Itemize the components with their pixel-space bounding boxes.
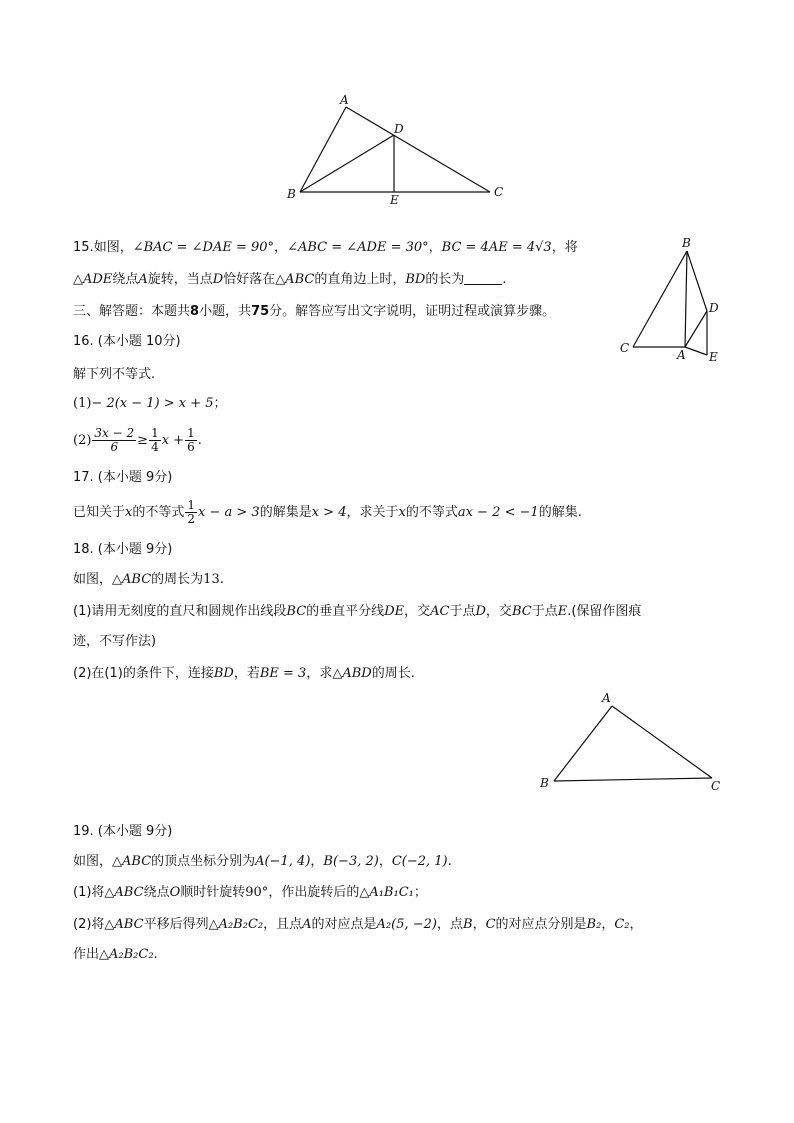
q19-text: 的对应点分别是 bbox=[495, 917, 587, 932]
figure-triangle-top bbox=[280, 90, 520, 210]
label-c: C bbox=[620, 341, 630, 355]
q18-math: E bbox=[557, 604, 568, 619]
q19-text: . bbox=[153, 947, 158, 962]
section-text: 分。解答应写出文字说明，证明过程或演算步骤。 bbox=[269, 304, 556, 319]
label-b: B bbox=[287, 187, 296, 201]
q15-text: ， bbox=[274, 240, 288, 255]
q18-math: D bbox=[475, 604, 486, 619]
section-title: 三、解答题：本题共 bbox=[73, 304, 191, 319]
fraction-denominator: 4 bbox=[151, 440, 159, 454]
label-c: C bbox=[711, 779, 721, 793]
q18-math: BD bbox=[213, 666, 234, 681]
label-c: C bbox=[494, 185, 504, 199]
segment-ab bbox=[554, 706, 612, 781]
q18-text: ，交 bbox=[485, 604, 512, 619]
q19-text: 平移后得列 bbox=[143, 917, 209, 932]
q18-text: (2)在(1)的条件下，连接 bbox=[73, 666, 214, 681]
q19-part2 bbox=[73, 915, 643, 935]
q19-math: B bbox=[463, 917, 473, 932]
fraction bbox=[185, 427, 197, 454]
q19-header: 19. (本小题 9分) bbox=[73, 824, 173, 839]
q19-text: 的顶点坐标分别为 bbox=[151, 854, 256, 869]
section-score: 75 bbox=[251, 304, 270, 319]
segment-ac bbox=[612, 706, 712, 778]
label-a: A bbox=[340, 93, 349, 107]
q18-math: BE = 3 bbox=[259, 666, 307, 681]
q15-number: 15. bbox=[73, 240, 94, 255]
q19-math: A₂(5, −2) bbox=[376, 917, 437, 932]
q17-math: ax − 2 < −1 bbox=[457, 505, 539, 520]
q18-math: △ABD bbox=[332, 666, 372, 681]
fraction-numerator: 1 bbox=[151, 426, 159, 440]
q17-text: 的不等式 bbox=[405, 505, 458, 520]
fraction-numerator: 3x − 2 bbox=[94, 426, 135, 440]
q15-math-angles2: ∠ABC = ∠ADE = 30° bbox=[287, 240, 429, 255]
q15-point-d: D bbox=[212, 272, 224, 287]
label-b: B bbox=[540, 776, 549, 790]
q16-ge-sign: ≥ bbox=[137, 433, 149, 448]
q19-math: C₂ bbox=[614, 917, 630, 932]
q16-part2-label: (2) bbox=[73, 433, 92, 448]
q15-math-angles1: ∠BAC = ∠DAE = 90° bbox=[132, 240, 275, 255]
q17-body bbox=[73, 496, 582, 530]
q19-text: (1)将 bbox=[73, 885, 105, 900]
q18-text: ，交 bbox=[404, 604, 431, 619]
q18-math: DE bbox=[384, 604, 405, 619]
q16-part1 bbox=[73, 394, 227, 414]
q19-math: △A₂B₂C₂ bbox=[99, 947, 154, 962]
q18-math: BC bbox=[286, 604, 307, 619]
q18-text: (1)请用无刻度的直尺和圆规作出线段 bbox=[73, 604, 287, 619]
fraction-denominator: 6 bbox=[110, 440, 119, 454]
q18-math: BC bbox=[511, 604, 532, 619]
label-b: B bbox=[682, 236, 691, 250]
label-d: D bbox=[394, 122, 404, 136]
segment-ab bbox=[300, 107, 346, 192]
segment-ac bbox=[346, 107, 490, 192]
q18-text: 的周长. bbox=[371, 666, 415, 681]
q19-text: 顺时针旋转 bbox=[180, 885, 246, 900]
q15-math-length: BC = 4AE = 4√3 bbox=[441, 240, 552, 255]
q19-text: ， bbox=[601, 917, 615, 932]
figure-q15 bbox=[615, 235, 725, 370]
q18-math: AC bbox=[430, 604, 450, 619]
q17-var: x bbox=[125, 505, 133, 520]
q18-text: 于点 bbox=[531, 604, 558, 619]
q19-math: △ABC bbox=[112, 854, 152, 869]
q16-part1-end: ； bbox=[213, 396, 227, 411]
q19-text: ， bbox=[310, 854, 324, 869]
q19-text: 如图， bbox=[73, 854, 113, 869]
fraction-denominator: 2 bbox=[187, 512, 196, 526]
q19-coord-c: C(−2, 1). bbox=[391, 854, 452, 869]
q19-coord-b: B(−3, 2) bbox=[323, 854, 379, 869]
q17-text: 的不等式 bbox=[132, 505, 185, 520]
q19-math: △A₂B₂C₂ bbox=[208, 917, 264, 932]
q15-line1 bbox=[73, 238, 578, 258]
q16-intro: 解下列不等式. bbox=[73, 367, 156, 382]
q15-line2 bbox=[73, 270, 506, 290]
q15-text: 的直角边上时， bbox=[314, 272, 406, 287]
q19-point-o: O bbox=[169, 885, 181, 900]
q19-text: ，作出旋转后的 bbox=[268, 885, 360, 900]
q18-text: 的垂直平分线 bbox=[306, 604, 385, 619]
section-text: 小题，共 bbox=[199, 304, 252, 319]
q19-math: B₂ bbox=[586, 917, 602, 932]
label-e: E bbox=[709, 350, 718, 364]
q18-text: .(保留作图痕 bbox=[567, 604, 642, 619]
fraction-numerator: 1 bbox=[187, 498, 196, 512]
q15-text: 如图， bbox=[93, 240, 133, 255]
q18-number: 13. bbox=[203, 572, 224, 587]
q18-text: 于点 bbox=[449, 604, 476, 619]
q19-angle: 90° bbox=[245, 885, 269, 900]
q19-intro bbox=[73, 852, 452, 872]
segment-ad bbox=[685, 311, 707, 347]
label-a: A bbox=[677, 348, 686, 362]
q18-text: ，若 bbox=[233, 666, 260, 681]
q15-text: 恰好落在 bbox=[223, 272, 276, 287]
figure-q18 bbox=[535, 690, 725, 795]
label-e: E bbox=[390, 193, 399, 207]
segment-bd bbox=[300, 135, 394, 192]
q15-text: ， bbox=[428, 240, 442, 255]
q19-coord-a: A(−1, 4) bbox=[255, 854, 311, 869]
q16-part1-label: (1) bbox=[73, 396, 92, 411]
segment-bc bbox=[554, 778, 712, 781]
q19-math: C bbox=[485, 917, 496, 932]
q19-text: ，点 bbox=[436, 917, 463, 932]
q17-math: x > 4 bbox=[311, 505, 347, 520]
q15-text: ，将 bbox=[551, 240, 578, 255]
fraction bbox=[149, 427, 161, 454]
q16-part2 bbox=[73, 424, 202, 458]
q18-text: 如图， bbox=[73, 572, 113, 587]
q18-part1 bbox=[73, 602, 641, 622]
segment-ae bbox=[685, 347, 707, 355]
segment-bc bbox=[633, 251, 687, 347]
q18-header: 18. (本小题 9分) bbox=[73, 542, 173, 557]
q19-text: ， bbox=[378, 854, 392, 869]
q17-text: 的解集是 bbox=[259, 505, 312, 520]
q18-text: 的周长为 bbox=[151, 572, 204, 587]
segment-ba bbox=[685, 251, 687, 347]
q19-text: ， bbox=[472, 917, 486, 932]
q19-text: (2)将 bbox=[73, 917, 105, 932]
fraction-denominator: 6 bbox=[187, 440, 195, 454]
q18-text: ，求 bbox=[306, 666, 333, 681]
section-3-header bbox=[73, 302, 555, 322]
q15-text: 绕点 bbox=[112, 272, 139, 287]
fraction bbox=[185, 499, 197, 526]
q15-math-tri-abc: △ABC bbox=[275, 272, 315, 287]
q17-text: 的解集. bbox=[538, 505, 582, 520]
q19-math: △ABC bbox=[104, 885, 144, 900]
q17-text: ，求关于 bbox=[346, 505, 399, 520]
q18-math: △ABC bbox=[112, 572, 152, 587]
q18-part1-cont: 迹，不写作法) bbox=[73, 634, 157, 649]
q19-text: ； bbox=[413, 885, 427, 900]
q15-text: . bbox=[502, 272, 507, 287]
q19-math: A bbox=[302, 917, 312, 932]
q15-point-a: A bbox=[138, 272, 148, 287]
q19-text: ，且点 bbox=[263, 917, 303, 932]
q19-part2-cont bbox=[73, 945, 158, 965]
q18-part2 bbox=[73, 664, 415, 684]
q19-text: ， bbox=[629, 917, 643, 932]
q16-part2-end: . bbox=[197, 433, 202, 448]
label-a: A bbox=[602, 691, 611, 705]
q17-math: x − a > 3 bbox=[198, 505, 260, 520]
fraction-numerator: 1 bbox=[187, 426, 195, 440]
answer-blank[interactable] bbox=[464, 270, 502, 285]
q19-math: △A₁B₁C₁ bbox=[359, 885, 414, 900]
q16-part2-math: x + bbox=[161, 433, 185, 448]
q19-text: 作出 bbox=[73, 947, 100, 962]
q18-intro bbox=[73, 570, 224, 590]
q15-segment-bd: BD bbox=[405, 272, 426, 287]
section-count: 8 bbox=[190, 304, 200, 319]
q17-var: x bbox=[398, 505, 406, 520]
q19-text: 绕点 bbox=[143, 885, 170, 900]
q17-header: 17. (本小题 9分) bbox=[73, 470, 173, 485]
fraction bbox=[92, 427, 136, 454]
q19-part1 bbox=[73, 883, 427, 903]
q19-text: 的对应点是 bbox=[311, 917, 377, 932]
q16-header: 16. (本小题 10分) bbox=[73, 334, 181, 349]
segment-bd bbox=[687, 251, 707, 311]
q19-math: △ABC bbox=[104, 917, 144, 932]
label-d: D bbox=[709, 301, 719, 315]
q15-text: 的长为 bbox=[425, 272, 465, 287]
q17-text: 已知关于 bbox=[73, 505, 126, 520]
q16-part1-math: − 2(x − 1) > x + 5 bbox=[91, 396, 214, 411]
q15-math-tri: △ADE bbox=[73, 272, 113, 287]
q15-text: 旋转，当点 bbox=[147, 272, 213, 287]
